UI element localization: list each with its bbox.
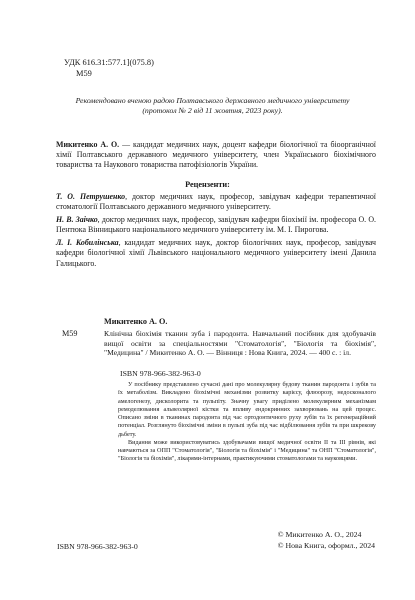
reviewer-text: , доктор медичних наук, професор, завідувач кафедри терапевтичної стоматології Полтавського державного медичного університету.: [56, 192, 377, 212]
catalog-author: Микитенко А. О.: [104, 317, 168, 326]
approval-note: [40, 96, 385, 116]
annotation-paragraph: У посібнику представлено сучасні дані про молекулярну будову тканин пародонта і зубів та їх метаболізм. Викладено біохімічні механізми розвитку карієсу, флюорозу, недосконалого амелогенезу, дисколорита та пульпіту. Значну увагу приділено молекулярним механізмам ремоделювання альвеолярної кістки та впливу ендокринних захворювань на цей процес. Описано зміни в тканинах пародонта під час ортодонтичного руху зубів та їх регенераційний потенціал. Розглянуто біохімічні зміни в пульпі зуба під час відбілювання зубів та при шкрекову дьбету.: [118, 381, 376, 438]
approval-line: Рекомендовано вченою радою Полтавського державного медичного університету: [75, 96, 350, 105]
copyright-publisher: © Нова Книга, оформл., 2024: [277, 541, 375, 550]
catalog-isbn: ISBN 978-966-382-963-0: [120, 369, 201, 378]
author-bio: [56, 140, 376, 170]
reviewer-text: , доктор медичних наук, професор, завідувач кафедри біохімії ім. професора О. О. Пентюка Вінницького національного медичного університету ім. М. І. Пирогова.: [56, 215, 376, 235]
annotation-paragraph: Видання може використовуватись здобувачами вищої медичної освіти ІІ та ІІІ рівнів, які навчаються за ОПП "Стоматологія", "Біологія та біохімія" і "Медицина" та ОНП "Стоматологія", "Біологія та біохімія", лікарями-інтернами, практикуючими стоматологами та науковцями.: [118, 438, 376, 463]
udk-code: УДК 616.31:577.1](075.8): [64, 58, 154, 67]
author-mark: М59: [76, 69, 92, 78]
reviewers-list: [56, 192, 376, 272]
reviewer-item: [56, 192, 376, 212]
catalog-code: М59: [62, 329, 78, 338]
reviewer-name: Н. В. Заічко: [56, 215, 98, 225]
author-name: Микитенко А. О.: [56, 140, 120, 149]
catalog-description: Клінічна біохімія тканин зуба і пародонта. Навчальний посібник для здобувачів вищої освіти за спеціальностями "Стоматологія", "Біологія та біохімія", "Медицина" / Микитенко А. О. — Вінниця : Нова Книга, 2024. — 400 с. : іл.: [104, 329, 376, 358]
approval-protocol: (протокол № 2 від 11 жовтня, 2023 року).: [142, 106, 283, 116]
reviewer-text: , кандидат медичних наук, доктор біологічних наук, професор, завідувач кафедри біологічної хімії Львівського національного медичного університету імені Данила Галицького.: [56, 238, 376, 268]
author-bio-text: — кандидат медичних наук, доцент кафедри біологічної та біоорганічної хімії Полтавського державного медичного університету, член Українського біохімічного товариства та Наукового товариства патофізіологів України.: [56, 140, 376, 170]
reviewer-item: [56, 238, 376, 268]
reviewer-item: [56, 215, 376, 235]
reviewer-name: Т. О. Петрушенко: [56, 192, 126, 201]
reviewer-name: Л. І. Кобилінська: [56, 238, 119, 248]
reviewers-heading: Рецензенти:: [185, 180, 230, 189]
footer-isbn: ISBN 978-966-382-963-0: [57, 542, 138, 551]
annotation: [118, 381, 376, 464]
copyright-block: [278, 529, 375, 551]
udk-block: [64, 57, 154, 79]
copyright-author: © Микитенко А. О., 2024: [277, 530, 362, 539]
